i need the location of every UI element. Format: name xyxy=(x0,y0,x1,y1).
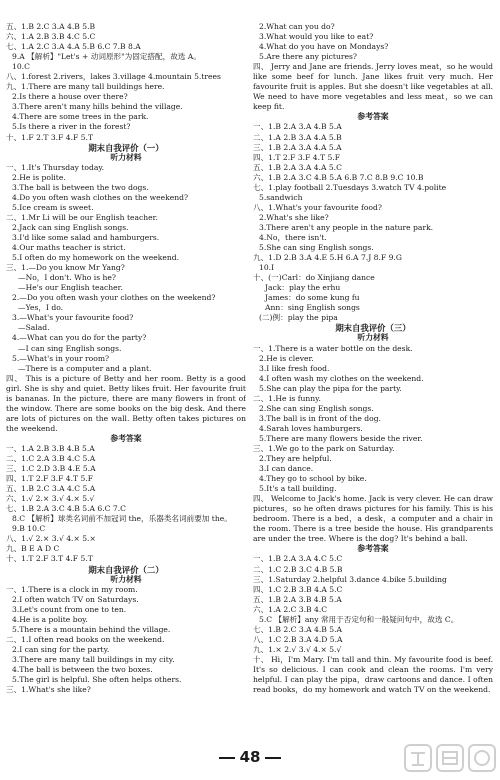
left-column-line: 8.C 【解析】球类名词前不加冠词 the，乐器类名词前要加 the。 xyxy=(12,514,232,524)
right-column-line: Jack：play the erhu xyxy=(265,283,341,293)
right-column-line: 5.C 【解析】any 常用于否定句和一般疑问句中，故选 C。 xyxy=(259,614,459,624)
right-column-heading: 参考答案 xyxy=(357,112,389,122)
left-column-line: 六、1.A 2.B 3.B 4.C 5.C xyxy=(6,32,96,42)
right-column-line: 十、(一)Carl：do Xinjiang dance xyxy=(253,273,375,283)
left-column-line: 3.The ball is between the two dogs. xyxy=(12,182,149,192)
left-column-line: 5.Is there a river in the forest? xyxy=(12,122,131,132)
left-column-line: 十、1.F 2.T 3.F 4.F 5.T xyxy=(6,132,94,142)
left-column-line: 八、1.forest 2.rivers，lakes 3.village 4.mountain 5.trees xyxy=(6,72,221,82)
left-column-line: 二、1.Mr Li will be our English teacher. xyxy=(6,212,158,222)
right-column-line: 3.I can dance. xyxy=(259,464,314,474)
left-column-line: 四、 This is a picture of Betty and her room. Betty is a good girl. She is shy and quiet. Betty likes fruit. Her favourite fruit is bananas. In the picture, there are many flowers in front of the window. There are some books on the big desk. And there are lots of pictures on the wall. Betty often takes pictures on the weekend. xyxy=(6,373,246,433)
right-column-line: 5.It's a tall building. xyxy=(259,484,337,494)
left-column-line: 4.He is a polite boy. xyxy=(12,614,88,624)
right-column-line: 七、1.B 2.C 3.A 4.B 5.A xyxy=(253,624,343,634)
right-column-line: 4.They go to school by bike. xyxy=(259,474,367,484)
left-column-line: 一、1.A 2.B 3.B 4.B 5.A xyxy=(6,443,95,453)
right-column-line: 十、 Hi，I'm Mary. I'm tall and thin. My favourite food is beef. It's so delicious. I can cook and clean the rooms. I'm very helpful. I can play the pipa，draw cartoons and dance. I often read books，do my homework and watch TV on the weekend. xyxy=(253,654,493,695)
left-column-line: 2.He is polite. xyxy=(12,172,66,182)
left-column-line: 4.—What can you do for the party? xyxy=(12,333,147,343)
right-column-line: 4.Sarah loves hamburgers. xyxy=(259,423,363,433)
right-column-heading: 参考答案 xyxy=(357,544,389,554)
right-column-line: 四、1.T 2.F 3.F 4.T 5.F xyxy=(253,152,341,162)
left-column-line: 3.Let's count from one to ten. xyxy=(12,604,127,614)
right-column-line: 2.She can sing English songs. xyxy=(259,403,374,413)
right-column-line: 3.I like fresh food. xyxy=(259,363,330,373)
left-column-line: 三、1.What's she like? xyxy=(6,685,91,695)
left-column-line: 4.The ball is between the two boxes. xyxy=(12,665,153,674)
left-column-line: 3.I'd like some salad and hamburgers. xyxy=(12,232,160,242)
right-column-line: Ann：sing English songs xyxy=(265,303,360,313)
left-column-line: 5.—What's in your room? xyxy=(12,353,110,363)
left-column-heading: 期末自我评价（一） xyxy=(88,142,164,153)
right-column-line: 4.What do you have on Mondays? xyxy=(259,42,389,52)
right-column-line: 四、 Jerry and Jane are friends. Jerry loves meat，so he would like some beef for lunch. Jane likes fruit very much. Her favourite fruit is apples. But she doesn't like vegetables at all. We need to have more vegetables and less meat，so we can keep fit. xyxy=(253,62,493,112)
right-column-line: 四、1.C 2.B 3.B 4.A 5.C xyxy=(253,584,343,594)
left-column-line: 八、1.√ 2.× 3.√ 4.× 5.× xyxy=(6,534,96,544)
left-column-line: 七、1.A 2.C 3.A 4.A 5.B 6.C 7.B 8.A xyxy=(6,42,141,52)
right-column-line: 4.No，there isn't. xyxy=(259,232,327,242)
right-column-line: 2.What's she like? xyxy=(259,212,329,222)
left-column-line: 2.I often watch TV on Saturdays. xyxy=(12,594,139,604)
right-column-line: 一、1.There is a water bottle on the desk. xyxy=(253,343,413,353)
right-column-line: James：do some kung fu xyxy=(265,293,360,303)
left-column xyxy=(6,22,246,695)
right-column-heading: 听力材料 xyxy=(357,333,389,343)
left-column-line: 二、1.I often read books on the weekend. xyxy=(6,634,165,644)
left-column-line: —Salad. xyxy=(18,323,50,333)
left-column-line: 九、B E A D C xyxy=(6,544,60,554)
left-column-line: 10.C xyxy=(12,62,30,72)
right-column-line: 九、1.× 2.√ 3.√ 4.× 5.√ xyxy=(253,644,342,654)
right-column-line: 3.There aren't any people in the nature park. xyxy=(259,222,434,232)
right-column-line: 二、1.He is funny. xyxy=(253,393,321,403)
page-number-text: 48 xyxy=(239,748,261,766)
left-column-line: 一、1.There is a clock in my room. xyxy=(6,584,138,594)
right-column-heading: 期末自我评价（三） xyxy=(335,323,411,334)
right-column-line: 九、1.D 2.B 3.A 4.E 5.H 6.A 7.J 8.F 9.G xyxy=(253,253,402,263)
right-column-line: 三、1.We go to the park on Saturday. xyxy=(253,443,395,453)
left-column-line: 三、1.C 2.D 3.B 4.E 5.A xyxy=(6,464,96,474)
left-column-heading: 期末自我评价（二） xyxy=(88,564,164,575)
left-column-line: 9.B 10.C xyxy=(12,524,46,534)
watermark-logo xyxy=(404,744,496,774)
left-column-line: 3.There aren't many hills behind the village. xyxy=(12,102,183,112)
right-column-line: 三、1.Saturday 2.helpful 3.dance 4.bike 5.building xyxy=(253,574,447,584)
left-column-line: —He's our English teacher. xyxy=(18,283,123,293)
left-column-line: 4.Our maths teacher is strict. xyxy=(12,243,126,253)
right-column-line: 5.She can play the pipa for the party. xyxy=(259,383,402,393)
right-column-line: 六、1.B 2.A 3.C 4.B 5.A 6.B 7.C 8.B 9.C 10.B xyxy=(253,172,424,182)
left-column-line: 5.The girl is helpful. She often helps others. xyxy=(12,675,182,685)
right-column-line: 四、 Welcome to Jack's home. Jack is very clever. He can draw pictures，so he often draws pictures for his family. This is his bedroom. There is a bed，a desk，a computer and a chair in the room. There is a tree beside the house. His grandparents are under the tree. Where is the dog? It's behind a ball. xyxy=(253,494,493,544)
right-column-line: (二)例：play the pipa xyxy=(259,313,338,323)
left-column-line: —There is a computer and a plant. xyxy=(18,363,152,373)
left-column-line: —No，I don't. Who is he? xyxy=(18,273,116,283)
left-column-line: 五、1.B 2.C 3.A 4.B 5.B xyxy=(6,22,96,31)
page-number-dash-right xyxy=(265,757,281,759)
left-column-line: 一、1.It's Thursday today. xyxy=(6,162,105,172)
left-column-heading: 听力材料 xyxy=(110,574,142,584)
right-column-line: 10.I xyxy=(259,263,275,273)
right-column-line: 4.I often wash my clothes on the weekend. xyxy=(259,373,424,383)
left-column-line: 5.Ice cream is sweet. xyxy=(12,202,94,212)
right-column-line: 二、1.C 2.B 3.C 4.B 5.B xyxy=(253,564,343,574)
left-column-line: 2.—Do you often wash your clothes on the weekend? xyxy=(12,293,216,303)
right-column-line: 一、1.B 2.A 3.A 4.C 5.C xyxy=(253,554,343,564)
left-column-line: 五、1.B 2.C 3.A 4.C 5.A xyxy=(6,484,96,494)
left-column-line: 2.I can sing for the party. xyxy=(12,644,110,654)
right-column-line: 五、1.B 2.A 3.A 4.A 5.C xyxy=(253,162,342,172)
left-column-line: 9.A 【解析】"Let's + 动词原形"为固定搭配，故选 A。 xyxy=(12,52,201,62)
left-column-line: 六、1.√ 2.× 3.√ 4.× 5.√ xyxy=(6,494,95,504)
right-column-line: 六、1.A 2.C 3.B 4.C xyxy=(253,604,328,614)
right-column-line: 一、1.B 2.A 3.A 4.B 5.A xyxy=(253,122,342,132)
left-column-line: 3.—What's your favourite food? xyxy=(12,313,134,323)
right-column-line: 3.What would you like to eat? xyxy=(259,32,374,42)
right-column-line: 3.The ball is in front of the dog. xyxy=(259,413,381,423)
left-column-line: 三、1.—Do you know Mr Yang? xyxy=(6,263,125,273)
right-column xyxy=(253,22,493,695)
left-column-heading: 参考答案 xyxy=(110,433,142,443)
left-column-line: 2.Jack can sing English songs. xyxy=(12,222,129,232)
right-column-line: 七、1.play football 2.Tuesdays 3.watch TV 4.polite xyxy=(253,182,447,192)
right-column-line: 二、1.A 2.B 3.A 4.A 5.B xyxy=(253,132,342,142)
left-column-line: 4.There are some trees in the park. xyxy=(12,112,149,122)
right-column-line: 五、1.B 2.A 3.B 4.B 5.A xyxy=(253,594,342,604)
right-column-line: 5.Are there any pictures? xyxy=(259,52,357,62)
left-column-line: —Yes，I do. xyxy=(18,303,64,313)
right-column-line: 2.They are helpful. xyxy=(259,454,332,464)
right-column-line: 5.sandwich xyxy=(259,192,303,202)
left-column-line: 5.There is a mountain behind the village. xyxy=(12,624,171,634)
left-column-line: 4.Do you often wash clothes on the weekend? xyxy=(12,192,189,202)
left-column-line: 十、1.T 2.F 3.T 4.F 5.T xyxy=(6,554,93,564)
left-column-line: 2.Is there a house over there? xyxy=(12,92,128,102)
left-column-line: 3.There are many tall buildings in my city. xyxy=(12,654,175,664)
left-column-line: 四、1.T 2.F 3.F 4.T 5.F xyxy=(6,474,94,484)
left-column-line: 七、1.B 2.A 3.C 4.B 5.A 6.C 7.C xyxy=(6,504,126,514)
right-column-line: 2.What can you do? xyxy=(259,22,335,31)
right-column-line: 八、1.What's your favourite food? xyxy=(253,202,382,212)
right-column-line: 八、1.C 2.B 3.A 4.D 5.A xyxy=(253,634,343,644)
right-column-line: 5.She can sing English songs. xyxy=(259,243,374,253)
left-column-heading: 听力材料 xyxy=(110,152,142,162)
right-column-line: 2.He is clever. xyxy=(259,353,314,363)
right-column-line: 三、1.B 2.A 3.A 4.A 5.A xyxy=(253,142,342,152)
page-number-dash-left xyxy=(219,757,235,759)
left-column-line: 二、1.C 2.A 3.B 4.C 5.A xyxy=(6,454,96,464)
left-column-line: 5.I often do my homework on the weekend. xyxy=(12,253,179,263)
left-column-line: —I can sing English songs. xyxy=(18,343,122,353)
right-column-line: 5.There are many flowers beside the river. xyxy=(259,433,423,443)
left-column-line: 九、1.There are many tall buildings here. xyxy=(6,82,165,92)
watermark-logo-icon xyxy=(404,744,496,774)
